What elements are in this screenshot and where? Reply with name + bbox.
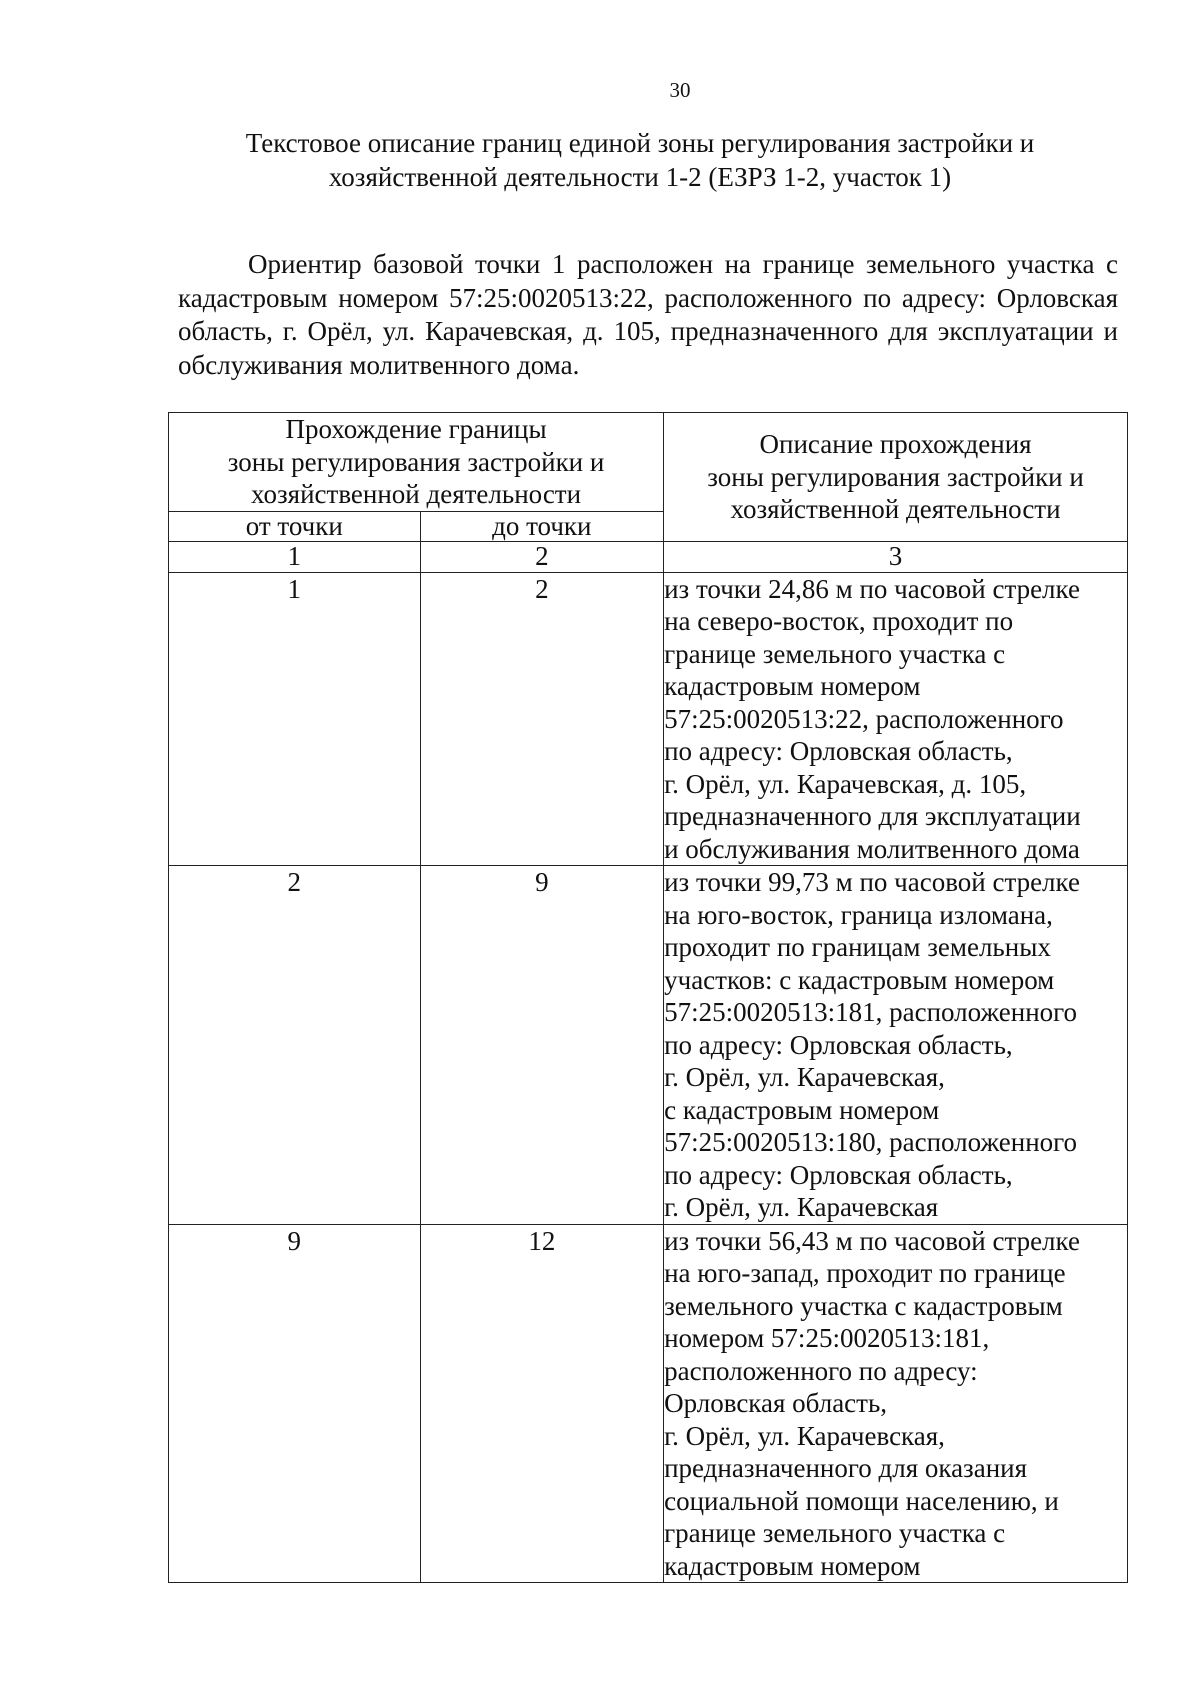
description-line: по адресу: Орловская область, bbox=[664, 736, 1013, 766]
description-line: г. Орёл, ул. Карачевская bbox=[664, 1192, 939, 1222]
table-header-row bbox=[169, 413, 1128, 512]
to-point-cell: 2 bbox=[420, 572, 664, 866]
description-line: на юго-запад, проходит по границе bbox=[664, 1258, 1066, 1288]
description-cell bbox=[664, 866, 1128, 1225]
description-line: проходит по границам земельных bbox=[664, 932, 1051, 962]
description-line: земельного участка с кадастровым bbox=[664, 1290, 1063, 1321]
description-line: предназначенного для эксплуатации bbox=[664, 801, 1081, 831]
column-number: 1 bbox=[169, 541, 421, 572]
description-line: из точки 99,73 м по часовой стрелке bbox=[664, 867, 1080, 897]
boundary-table bbox=[168, 412, 1128, 1583]
description-line: и обслуживания молитвенного дома bbox=[664, 833, 1080, 864]
to-point-cell: 9 bbox=[420, 866, 664, 1225]
from-point-cell: 1 bbox=[169, 572, 421, 866]
description-cell bbox=[664, 572, 1128, 866]
column-number: 3 bbox=[664, 541, 1128, 572]
description-line: г. Орёл, ул. Карачевская, bbox=[664, 1062, 945, 1092]
description-line: 57:25:0020513:181, расположенного bbox=[664, 997, 1078, 1027]
description-line: по адресу: Орловская область, bbox=[664, 1029, 1013, 1060]
header-boundary-passage bbox=[169, 413, 664, 512]
to-point-cell: 12 bbox=[420, 1224, 664, 1583]
description-line: 57:25:0020513:180, расположенного bbox=[664, 1127, 1078, 1157]
description-line: на юго-восток, граница изломана, bbox=[664, 899, 1053, 930]
header-passage-line: Прохождение границы bbox=[285, 414, 547, 444]
description-line: 57:25:0020513:22, расположенного bbox=[664, 703, 1064, 734]
header-description-line: зоны регулирования застройки и bbox=[707, 461, 1084, 492]
description-line: из точки 24,86 м по часовой стрелке bbox=[664, 573, 1080, 604]
header-passage-line: зоны регулирования застройки и bbox=[227, 446, 605, 477]
description-line: границе земельного участка с bbox=[664, 1518, 1006, 1548]
description-line: кадастровым номером bbox=[664, 671, 921, 701]
page-number: 30 bbox=[669, 78, 691, 102]
document-title-line-2: хозяйственной деятельности 1-2 (ЕЗРЗ 1-2, участок 1) bbox=[328, 162, 952, 192]
description-line: участков: с кадастровым номером bbox=[664, 964, 1055, 995]
table-row bbox=[169, 572, 1128, 866]
description-line: Орловская область, bbox=[664, 1388, 888, 1418]
description-line: по адресу: Орловская область, bbox=[664, 1159, 1013, 1190]
header-to-point: до точки bbox=[420, 511, 664, 541]
header-description-line: хозяйственной деятельности bbox=[730, 494, 1061, 524]
description-line: г. Орёл, ул. Карачевская, bbox=[664, 1420, 945, 1451]
header-passage-line: хозяйственной деятельности bbox=[251, 479, 582, 509]
description-line: границе земельного участка с bbox=[664, 638, 1006, 669]
description-line: с кадастровым номером bbox=[664, 1094, 940, 1125]
description-line: предназначенного для оказания bbox=[664, 1453, 1028, 1483]
table-row bbox=[169, 1224, 1128, 1583]
column-number: 2 bbox=[420, 541, 664, 572]
description-line: из точки 56,43 м по часовой стрелке bbox=[664, 1225, 1080, 1256]
description-line: расположенного по адресу: bbox=[664, 1355, 978, 1386]
description-cell bbox=[664, 1224, 1128, 1583]
description-line: кадастровым номером bbox=[664, 1550, 921, 1581]
header-description bbox=[664, 413, 1128, 542]
table-row bbox=[169, 866, 1128, 1225]
document-title bbox=[160, 126, 1120, 194]
intro-paragraph: Ориентир базовой точки 1 расположен на границе земельного участка с кадастровым номером 57:25:0020513:22, расположенного по адресу: Орловская область, г. Орёл, ул. Карачевская, д. 105, предназначенного для эксплуатации и обслуживания молитвенного дома. bbox=[178, 249, 1118, 380]
document-title-line-1: Текстовое описание границ единой зоны регулирования застройки и bbox=[245, 128, 1035, 158]
header-from-point: от точки bbox=[169, 511, 421, 541]
column-number-row bbox=[169, 541, 1128, 572]
header-description-line: Описание прохождения bbox=[759, 429, 1032, 459]
description-line: номером 57:25:0020513:181, bbox=[664, 1323, 990, 1353]
description-line: социальной помощи населению, и bbox=[664, 1485, 1059, 1516]
description-line: г. Орёл, ул. Карачевская, д. 105, bbox=[664, 768, 1027, 799]
table-body bbox=[169, 572, 1128, 1583]
description-line: на северо-восток, проходит по bbox=[664, 606, 1014, 636]
from-point-cell: 2 bbox=[169, 866, 421, 1225]
from-point-cell: 9 bbox=[169, 1224, 421, 1583]
